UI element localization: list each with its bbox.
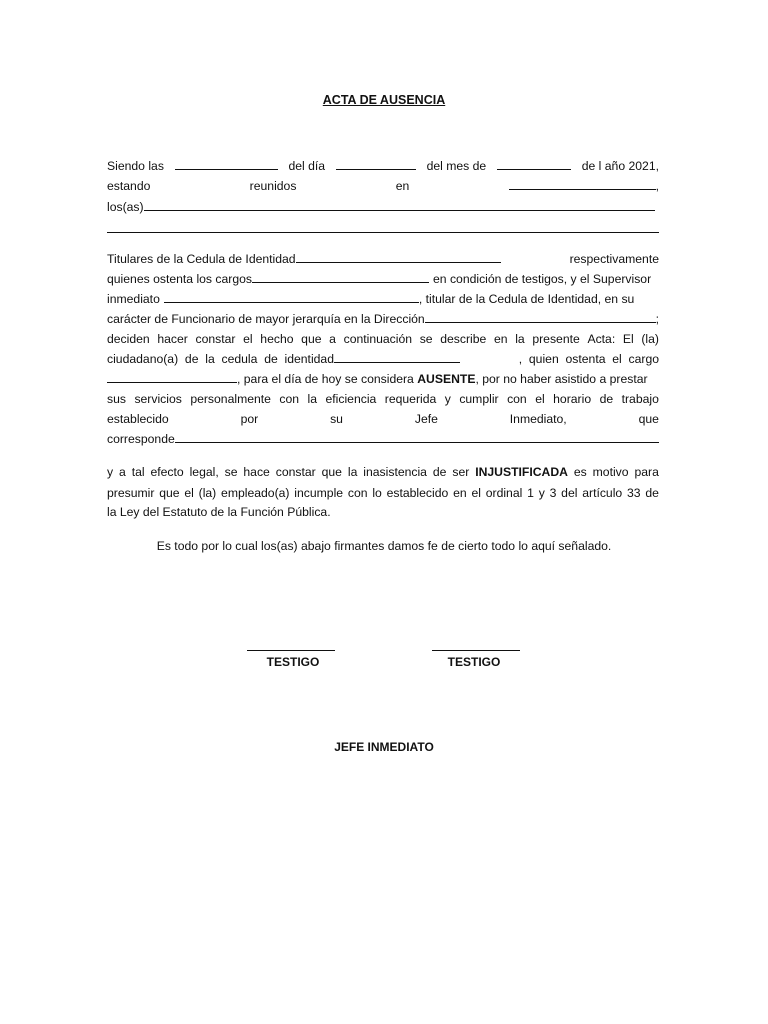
word: es xyxy=(573,465,587,479)
text-comma: , xyxy=(655,179,659,193)
text-estando: estando xyxy=(107,179,151,193)
word: la xyxy=(515,332,525,346)
word: continuación xyxy=(343,332,413,346)
blank-hour[interactable] xyxy=(175,158,278,170)
word: 3 xyxy=(549,486,557,500)
blank-day[interactable] xyxy=(336,158,416,170)
p2-line10 xyxy=(107,431,659,447)
word: describe xyxy=(440,332,487,346)
blank-names[interactable] xyxy=(144,199,655,211)
word: Acta: xyxy=(587,332,616,346)
word: Inmediato, xyxy=(509,412,567,426)
word: ser xyxy=(452,465,470,479)
word: de xyxy=(432,465,447,479)
text-en: en xyxy=(395,179,410,193)
text-respectivamente: respectivamente xyxy=(569,252,659,266)
word: 33 xyxy=(627,486,641,500)
word: establecido xyxy=(107,412,169,426)
document-title: ACTA DE AUSENCIA xyxy=(322,93,446,107)
witness1-label: TESTIGO xyxy=(266,655,320,669)
word: constar xyxy=(195,332,236,346)
p1-line3 xyxy=(107,199,659,215)
p2-line2 xyxy=(107,271,659,287)
word: que xyxy=(321,465,342,479)
p3-line2 xyxy=(107,485,659,501)
text-inmediato: inmediato xyxy=(107,292,160,306)
word: con xyxy=(279,392,300,406)
word: se xyxy=(419,332,433,346)
word: horario xyxy=(553,392,592,406)
word: sus xyxy=(107,392,126,406)
word: deciden xyxy=(107,332,150,346)
text-semicolon: ; xyxy=(655,312,659,326)
word: con xyxy=(347,486,368,500)
word: constar xyxy=(275,465,316,479)
text-del-mes: del mes de xyxy=(426,159,487,173)
text-cargos: quienes ostenta los cargos xyxy=(107,272,252,286)
word: lo xyxy=(372,486,382,500)
signature-line-witness2[interactable] xyxy=(432,650,520,651)
word: inasistencia xyxy=(363,465,427,479)
word: ordinal xyxy=(485,486,523,500)
word: cumplir xyxy=(459,392,499,406)
p3-line3 xyxy=(107,504,659,520)
word: hacer xyxy=(157,332,188,346)
word: y xyxy=(444,392,451,406)
word: y xyxy=(538,486,545,500)
word: servicios xyxy=(134,392,182,406)
word: personalmente xyxy=(190,392,271,406)
word: y xyxy=(107,465,114,479)
word: en xyxy=(453,486,467,500)
blank-month[interactable] xyxy=(497,158,571,170)
p2-line7 xyxy=(107,371,659,387)
p2-line4 xyxy=(107,311,659,327)
text-corresponde: corresponde xyxy=(107,432,175,446)
word: 1 xyxy=(527,486,534,500)
blank-id-numbers[interactable] xyxy=(296,251,501,263)
text-ausente: AUSENTE xyxy=(417,372,476,386)
word: eficiencia xyxy=(325,392,377,406)
word: por xyxy=(240,412,259,426)
signature-line-witness1[interactable] xyxy=(247,650,335,651)
place-field xyxy=(509,178,659,194)
word: Jefe xyxy=(414,412,438,426)
word: (la) xyxy=(198,486,217,500)
word: motivo xyxy=(592,465,629,479)
blank-place[interactable] xyxy=(509,178,656,190)
word: se xyxy=(224,465,238,479)
word: artículo xyxy=(582,486,623,500)
word: que xyxy=(638,412,659,426)
word: (la) xyxy=(641,332,659,346)
word: establecido xyxy=(386,486,449,500)
blank-direction[interactable] xyxy=(425,311,656,323)
word: legal, xyxy=(189,465,219,479)
word: a xyxy=(119,465,126,479)
p1-line2 xyxy=(107,178,659,194)
word-injustificada: INJUSTIFICADA xyxy=(475,465,568,479)
blank-citizen-id[interactable] xyxy=(334,351,460,363)
text-ciudadano: ciudadano(a) de la cedula de identidad xyxy=(107,352,334,366)
p2-line1 xyxy=(107,251,659,267)
text-titulares: Titulares de la Cedula de Identidad xyxy=(107,252,296,266)
word: la xyxy=(347,465,358,479)
boss-label: JEFE INMEDIATO xyxy=(334,740,434,754)
p2-line5 xyxy=(107,331,659,347)
word: El xyxy=(622,332,634,346)
word: el xyxy=(184,486,194,500)
word: de xyxy=(599,392,614,406)
word: empleado(a) xyxy=(221,486,290,500)
word: efecto xyxy=(150,465,184,479)
text-dia-hoy: , para el día de hoy se considera xyxy=(237,372,418,386)
p1-line1 xyxy=(107,158,659,174)
word: en xyxy=(493,332,508,346)
word: que xyxy=(159,486,180,500)
p3-line1 xyxy=(107,464,659,480)
p2-line9 xyxy=(107,411,659,427)
text-titular: , titular de la Cedula de Identidad, en su xyxy=(418,292,635,306)
witness2-label: TESTIGO xyxy=(447,655,501,669)
text-siendo: Siendo las xyxy=(107,159,164,173)
text-ostenta-cargo: , quien ostenta el cargo xyxy=(518,352,659,366)
word: para xyxy=(634,465,659,479)
word: a xyxy=(329,332,336,346)
word: que xyxy=(301,332,322,346)
word: hace xyxy=(243,465,270,479)
word: el xyxy=(535,392,545,406)
text-reunidos: reunidos xyxy=(249,179,297,193)
blank-citizen-position[interactable] xyxy=(107,371,237,383)
word: su xyxy=(330,412,343,426)
word: la xyxy=(307,392,318,406)
text-condicion: en condición de testigos, y el Supervisor xyxy=(433,272,652,286)
p2-line3 xyxy=(107,291,659,307)
p2-line8 xyxy=(107,391,659,407)
text-los-as: los(as) xyxy=(107,200,144,214)
blank-corresponde[interactable] xyxy=(175,431,659,443)
text-del-dia: del día xyxy=(288,159,326,173)
text-year: de l año 2021, xyxy=(581,159,659,173)
word: trabajo xyxy=(621,392,659,406)
blank-supervisor[interactable] xyxy=(164,291,419,303)
word: del xyxy=(561,486,578,500)
word: con xyxy=(507,392,527,406)
word: presente xyxy=(532,332,580,346)
closing-statement: Es todo por lo cual los(as) abajo firmantes damos fe de cierto todo lo aquí señalado. xyxy=(156,539,612,553)
word: hecho xyxy=(260,332,294,346)
text-ley: la Ley del Estatuto de la Función Pública. xyxy=(107,505,331,519)
text-caracter: carácter de Funcionario de mayor jerarquía en la Dirección xyxy=(107,312,425,326)
word: requerida xyxy=(384,392,437,406)
word: tal xyxy=(131,465,145,479)
word: el xyxy=(243,332,253,346)
p2-line6 xyxy=(107,351,659,367)
blank-positions[interactable] xyxy=(252,271,429,283)
text-no-asistido: , por no haber asistido a prestar xyxy=(475,372,648,386)
word: el xyxy=(471,486,481,500)
word: incumple xyxy=(294,486,344,500)
word: presumir xyxy=(107,486,155,500)
word: de xyxy=(645,486,659,500)
blank-names-continued[interactable] xyxy=(107,232,659,233)
